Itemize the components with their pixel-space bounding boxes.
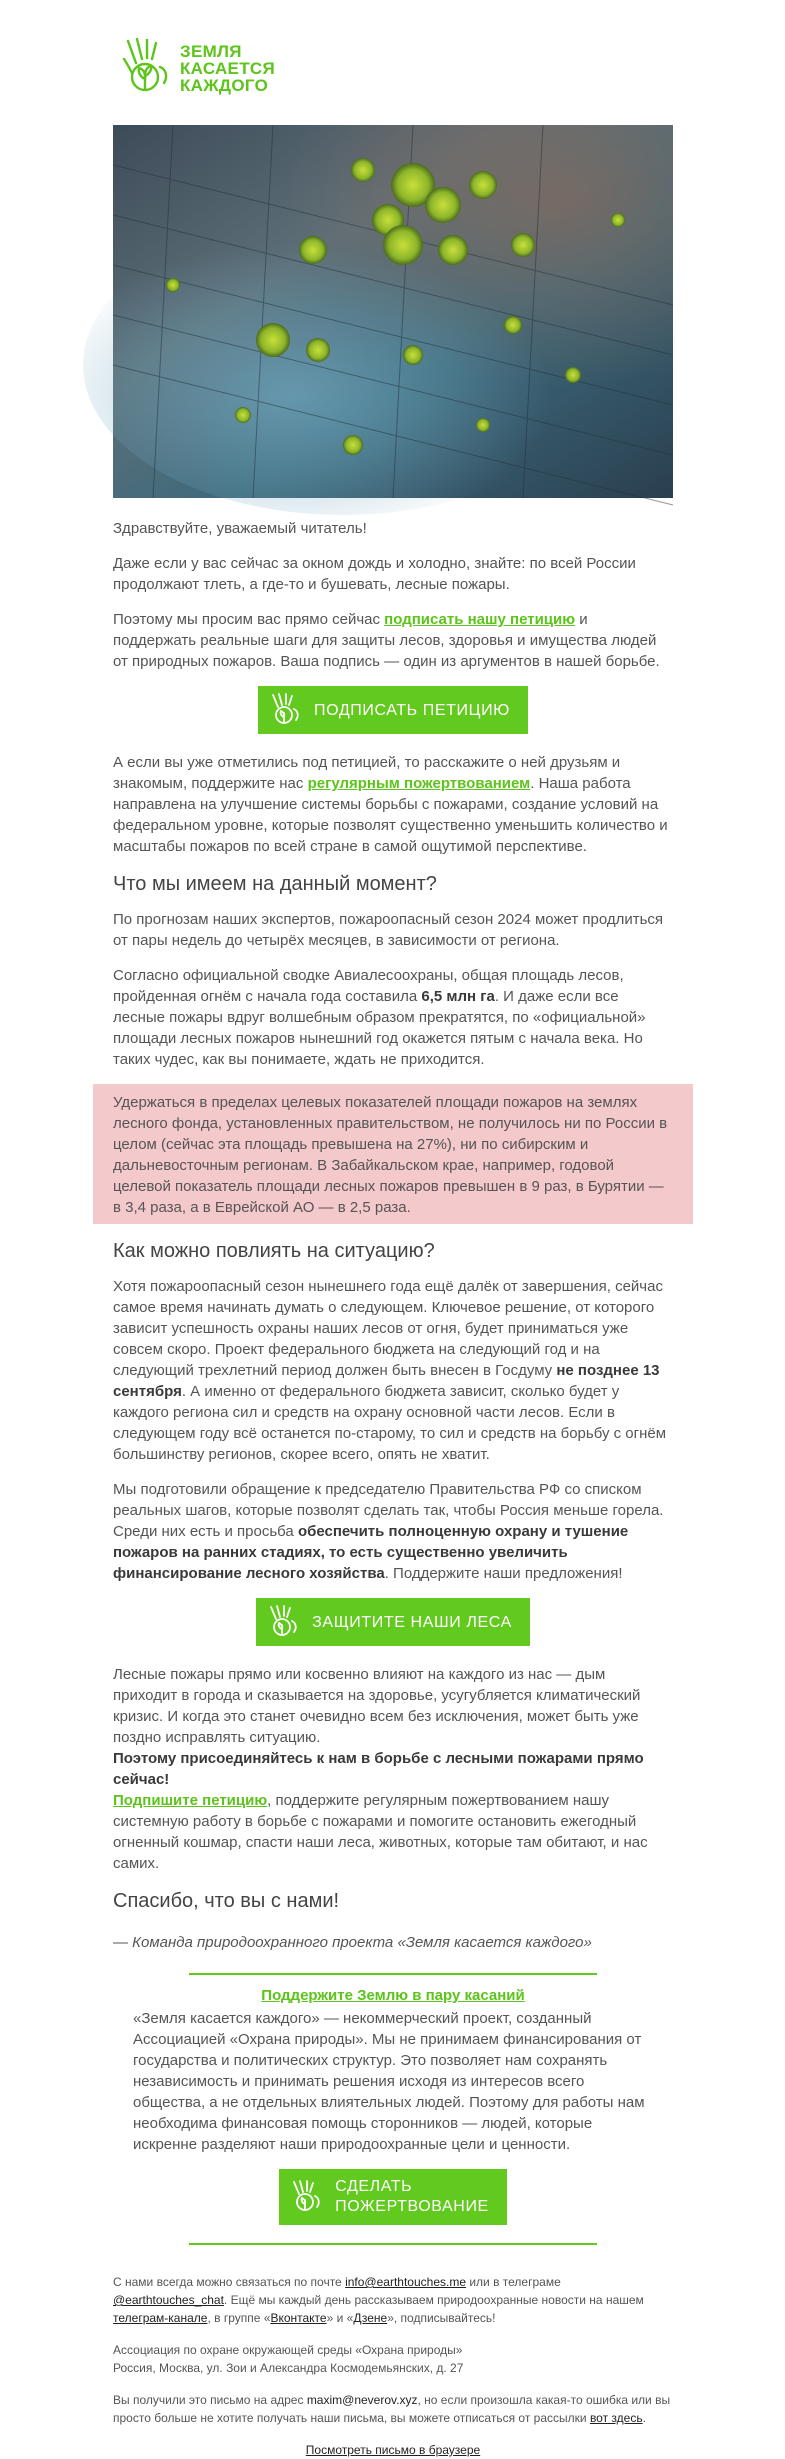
text-fragment: С нами всегда можно связаться по почте xyxy=(113,2275,346,2289)
statistics-paragraph xyxy=(113,965,673,1070)
aerial-forest-photo xyxy=(113,125,673,498)
text-fragment: Согласно официальной сводке Авиалесоохраны, общая площадь лесов, пройденная огнём с начала года составила xyxy=(113,967,624,1005)
unsubscribe-paragraph xyxy=(113,2391,673,2427)
sign-petition-button[interactable] xyxy=(258,686,528,734)
donate-label-line-1: СДЕЛАТЬ xyxy=(335,2178,413,2195)
org-name: Ассоциация по охране окружающей среды «Охрана природы» xyxy=(113,2343,463,2357)
sign-petition-label: ПОДПИСАТЬ ПЕТИЦИЮ xyxy=(314,701,510,719)
dzen-link[interactable]: Дзене xyxy=(353,2311,388,2325)
support-title xyxy=(133,1985,653,2006)
text-fragment: , в группе « xyxy=(207,2311,271,2325)
appeal-paragraph xyxy=(113,1479,673,1584)
hand-sprout-icon xyxy=(289,2179,323,2215)
appeal-request: обеспечить полноценную охрану и тушение пожаров на ранних стадиях, то есть существенно увеличить финансирование лесного хозяйства xyxy=(113,1523,629,1582)
call-to-action-paragraph xyxy=(113,1748,673,1874)
hand-sprout-icon xyxy=(268,692,302,728)
petition-button-wrap xyxy=(113,686,673,734)
text-fragment: . А именно от федерального бюджета зависит, сколько будет у каждого региона сил и средств на охрану основной части лесов. Если в следующем году всё останется по-старому, то сил и средств на борьбу с огнём большинству регионов, скорее всего, опять не хватит. xyxy=(113,1383,667,1463)
petition-link[interactable]: подписать нашу петицию xyxy=(384,611,576,628)
protect-forests-button[interactable] xyxy=(256,1598,530,1646)
telegram-chat-link[interactable]: @earthtouches_chat xyxy=(113,2293,224,2307)
text-fragment: Поэтому мы просим вас прямо сейчас xyxy=(113,611,385,628)
text-fragment: » и « xyxy=(326,2311,354,2325)
email-link[interactable]: info@earthtouches.me xyxy=(345,2275,466,2289)
section-title-current-state: Что мы имеем на данный момент? xyxy=(113,873,437,895)
text-fragment: А если вы уже отметились под петицией, то расскажите о ней друзьям и знакомым, поддержите нас xyxy=(113,754,621,792)
support-block xyxy=(113,1985,673,2155)
donate-label-line-2: ПОЖЕРТВОВАНИЕ xyxy=(335,2198,489,2215)
impact-paragraph: Лесные пожары прямо или косвенно влияют на каждого из нас — дым приходит в города и сказывается на здоровье, усугубляется климатический кризис. И когда это станет очевидно всем без исключения, может быть уже поздно исправлять ситуацию. xyxy=(113,1666,641,1746)
signoff: — Команда природоохранного проекта «Земля касается каждого» xyxy=(113,1934,592,1951)
budget-paragraph xyxy=(113,1276,673,1465)
text-fragment: », подписывайтесь! xyxy=(387,2311,496,2325)
text-fragment: или в телеграме xyxy=(466,2275,561,2289)
donate-button[interactable] xyxy=(279,2169,507,2225)
footer xyxy=(113,2273,673,2459)
text-fragment: Вы получили это письмо на адрес xyxy=(113,2393,307,2407)
divider-top xyxy=(189,1973,597,1975)
petition-paragraph xyxy=(113,609,673,672)
view-in-browser-link[interactable]: Посмотреть письмо в браузере xyxy=(305,2443,481,2457)
text-fragment: . И даже если все лесные пожары вдруг волшебным образом прекратятся, по «официальной» площади лесных пожаров нынешний год окажется пятым с начала века. Но таких чудес, как вы понимаете, ждать не приходится. xyxy=(113,988,646,1068)
email-body xyxy=(113,518,673,2459)
text-fragment: . Поддержите наши предложения! xyxy=(384,1565,623,1582)
contact-paragraph xyxy=(113,2273,673,2327)
donate-button-wrap xyxy=(113,2169,673,2225)
recipient-email: maxim@neverov.xyz xyxy=(306,2393,418,2407)
text-fragment: , поддержите регулярным пожертвованием нашу системную работу в борьбе с пожарами и помогите остановить ежегодный огненный кошмар, спасти наши леса, животных, которые там обитают, и нас самих. xyxy=(113,1792,648,1872)
intro-paragraph: Даже если у вас сейчас за окном дождь и холодно, знайте: по всей России продолжают тлеть, а где-то и бушевать, лесные пожары. xyxy=(113,555,636,593)
brand-line-3: КАЖДОГО xyxy=(180,75,269,95)
brand-logo[interactable] xyxy=(120,36,275,100)
unsubscribe-link[interactable]: вот здесь xyxy=(589,2411,643,2425)
forecast-paragraph: По прогнозам наших экспертов, пожароопасный сезон 2024 может продлиться от пары недель до четырёх месяцев, в зависимости от региона. xyxy=(113,911,664,949)
support-text: «Земля касается каждого» — некоммерческий проект, созданный Ассоциацией «Охрана природы». Мы не принимаем финансирования от государства и политических структур. Это позволяет нам сохранять независимость и принимать решения исходя из интересов всего общества, а не отдельных влиятельных людей. Поэтому для работы нам необходима финансовая помощь сторонников — людей, которые искренне разделяют наши природоохранные цели и ценности. xyxy=(133,2010,645,2153)
area-value: 6,5 млн га xyxy=(421,988,495,1005)
donation-link[interactable]: регулярным пожертвованием xyxy=(307,775,531,792)
deadline: не позднее 13 сентября xyxy=(113,1362,660,1400)
call-to-action-bold: Поэтому присоединяйтесь к нам в борьбе с лесными пожарами прямо сейчас! xyxy=(113,1750,644,1788)
brand-line-1: ЗЕМЛЯ xyxy=(180,41,242,61)
brand-line-2: КАСАЕТСЯ xyxy=(180,58,275,78)
text-fragment: Мы подготовили обращение к председателю Правительства РФ со списком реальных шагов, которые позволят сделать так, чтобы Россия меньше горела. Среди них есть и просьба xyxy=(113,1481,664,1540)
hand-sprout-icon xyxy=(266,1604,300,1640)
text-fragment: и поддержать реальные шаги для защиты лесов, здоровья и имущества людей от природных пожаров. Ваша подпись — один из аргументов в нашей борьбе. xyxy=(113,611,660,670)
share-paragraph xyxy=(113,752,673,857)
text-fragment: , но если произошла какая-то ошибка или вы просто больше не хотите получать наши письма, вы можете отписаться от рассылки xyxy=(113,2393,671,2425)
text-fragment: . xyxy=(642,2411,646,2425)
hero-image xyxy=(113,125,673,498)
telegram-channel-link[interactable]: телеграм-канале xyxy=(113,2311,208,2325)
highlight-callout xyxy=(93,1084,693,1224)
callout-text: Удержаться в пределах целевых показателей площади пожаров на землях лесного фонда, установленных правительством, не получилось ни по России в целом (сейчас эта площадь превышена на 27%), ни по сибирским и дальневосточным регионам. В Забайкальском крае, например, годовой целевой показатель площади лесных пожаров превышен в 9 раз, в Бурятии — в 3,4 раза, а в Еврейской АО — в 2,5 раза. xyxy=(113,1094,668,1216)
section-title-influence: Как можно повлиять на ситуацию? xyxy=(113,1240,435,1262)
text-fragment: . Ещё мы каждый день рассказываем природоохранные новости на нашем xyxy=(223,2293,644,2307)
greeting: Здравствуйте, уважаемый читатель! xyxy=(113,520,367,537)
vk-link[interactable]: Вконтакте xyxy=(270,2311,327,2325)
text-fragment: . Наша работа направлена на улучшение системы борьбы с пожарами, создание условий на федеральном уровне, которые позволят существенно уменьшить количество и масштабы пожаров по всей стране в самой ощутимой перспективе. xyxy=(113,775,668,855)
hand-sprout-logo-icon xyxy=(120,37,172,99)
forests-button-wrap xyxy=(113,1598,673,1646)
text-fragment: Хотя пожароопасный сезон нынешнего года ещё далёк от завершения, сейчас самое время начинать думать о следующем. Ключевое решение, от которого зависит успешность охраны наших лесов от огня, будет приниматься уже совсем скоро. Проект федерального бюджета на следующий год и на следующий трехлетний период должен быть внесен в Госдуму xyxy=(113,1278,663,1379)
donate-label xyxy=(335,2177,489,2217)
brand-wordmark xyxy=(180,43,275,94)
support-link[interactable]: Поддержите Землю в пару касаний xyxy=(261,1987,525,2004)
protect-forests-label: ЗАЩИТИТЕ НАШИ ЛЕСА xyxy=(312,1613,512,1631)
sign-petition-link[interactable]: Подпишите петицию xyxy=(113,1792,268,1809)
org-address: Россия, Москва, ул. Зои и Александра Космодемьянских, д. 27 xyxy=(113,2361,464,2375)
organization-address xyxy=(113,2341,673,2377)
thanks-heading: Спасибо, что вы с нами! xyxy=(113,1890,340,1912)
divider-bottom xyxy=(189,2243,597,2245)
browser-link-wrap xyxy=(113,2441,673,2459)
